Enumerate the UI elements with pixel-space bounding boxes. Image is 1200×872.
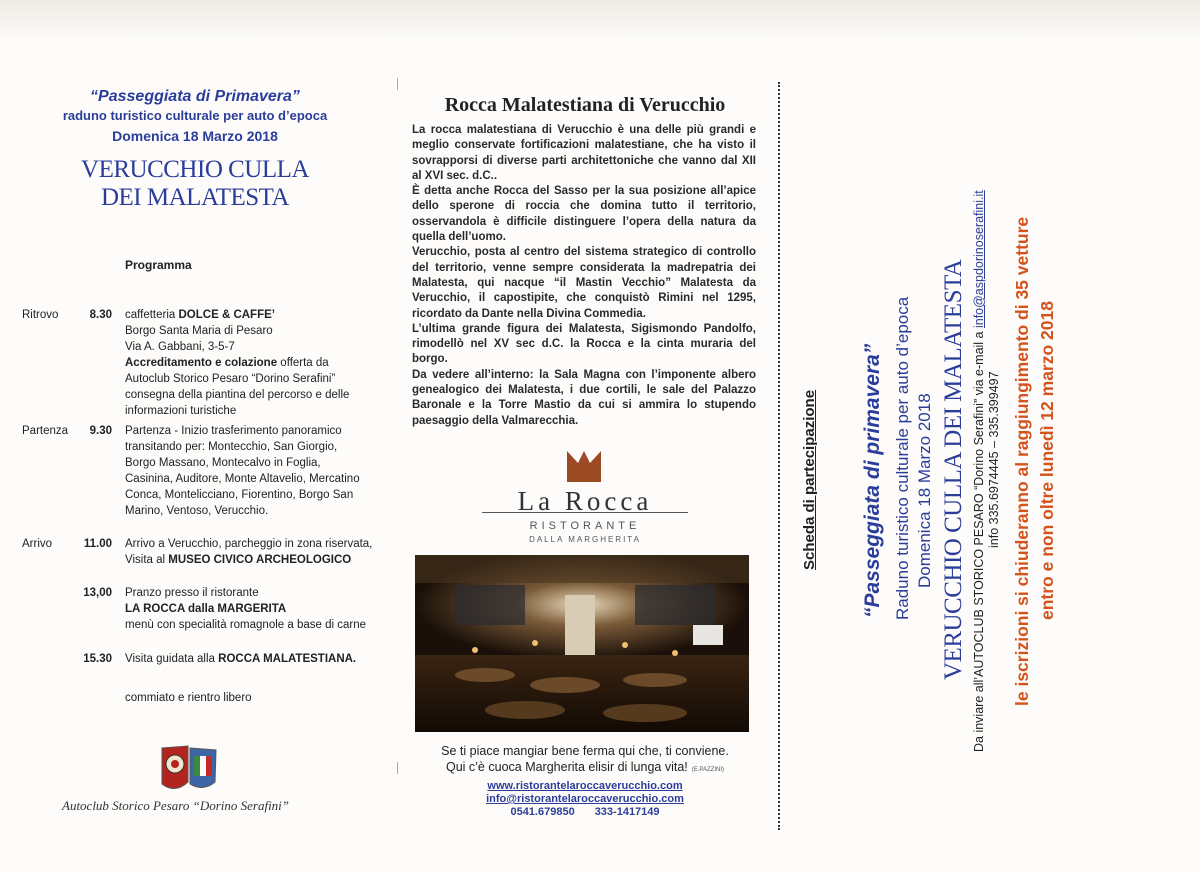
dotted-cut-line <box>778 82 780 830</box>
schedule-label-partenza: Partenza <box>22 425 69 437</box>
restaurant-name: La Rocca <box>517 486 653 516</box>
schedule-text-visita: Visita guidata alla ROCCA MALATESTIANA. <box>125 653 357 665</box>
schedule-time-arrivo: 11.00 <box>83 538 112 550</box>
quote-credit: (E.PAZZINI) <box>691 767 724 773</box>
rocca-paragraph: Verucchio, posta al centro del sistema strategico di controllo del territorio, venne sempre considerata la madrepatria dei Malatesta, qui nacque “il Mastin Vecchio” Malatesta da Verucchio, il capostipite, che conquistò Rimini nel 1295, ricordato da Dante nella Divina Commedia. <box>412 246 756 320</box>
scheda-heading: Scheda di partecipazione <box>801 389 818 570</box>
form-info-phones: info 335.6974445 – 335.399497 <box>987 371 1001 548</box>
restaurant-website-link[interactable]: www.ristorantelaroccaverucchio.com <box>487 780 683 792</box>
restaurant-type: RISTORANTE <box>529 520 641 532</box>
phone-2: 333-1417149 <box>594 806 660 818</box>
fold-mark-top <box>397 78 398 90</box>
schedule-time-ritrovo: 8.30 <box>89 309 112 321</box>
event-name: “Passeggiata di Primavera” <box>90 88 300 105</box>
phone-1: 0541.679850 <box>510 806 575 818</box>
schedule-label-arrivo: Arrivo <box>22 538 53 550</box>
rocca-paragraph: L’ultima grande figura dei Malatesta, Sigismondo Pandolfo, rimodellò nel XV sec d.C. la Rocca e la cinta muraria del borgo. <box>412 322 756 366</box>
quote-line-2: Qui c’è cuoca Margherita elisir di lunga vita! (E.PAZZINI) <box>445 760 724 774</box>
restaurant-divider <box>482 512 688 513</box>
form-title: VERUCCHIO CULLA DEI MALATESTA <box>940 259 967 680</box>
restaurant-owner: DALLA MARGHERITA <box>529 535 641 544</box>
rocca-title: Rocca Malatestiana di Verucchio <box>444 94 726 116</box>
programma-heading: Programma <box>125 258 192 272</box>
club-email-link[interactable]: info@aspdorinoserafini.it <box>972 190 986 329</box>
registration-note-1: le iscrizioni si chiuderanno al raggiungimento di 35 vetture <box>1012 216 1032 706</box>
schedule-text-ritrovo: caffetteria DOLCE & CAFFE’ Borgo Santa Maria di Pesaro Via A. Gabbani, 3-5-7 Accreditamento e colazione offerta da Autoclub Storico Pesaro “Dorino Serafini” consegna della piantina del percorso e delle informazioni turistiche <box>125 309 350 417</box>
left-panel <box>0 0 390 872</box>
event-date: Domenica 18 Marzo 2018 <box>112 128 278 144</box>
schedule-label-ritrovo: Ritrovo <box>22 309 59 321</box>
form-event-name: “Passeggiata di primavera” <box>861 343 884 618</box>
rocca-paragraph: Da vedere all’interno: la Sala Magna con l’imponente albero genealogico dei Malatesta, i due cortili, le sale del Palazzo Baronale e la Torre Mastio da cui si ammira lo stupendo paesaggio della Valmarecchia. <box>412 368 756 427</box>
schedule-text-pranzo: Pranzo presso il ristorante LA ROCCA dalla MARGERITA menù con specialità romagnole a base di carne <box>125 587 367 631</box>
form-event-date: Domenica 18 Marzo 2018 <box>915 393 934 588</box>
rocca-paragraph: È detta anche Rocca del Sasso per la sua posizione all’apice dello sperone di roccia che domina tutto il territorio, osservandola è difficile distinguere l’opera della natura da quella dell’uomo. <box>412 185 756 244</box>
form-event-subtitle: Raduno turistico culturale per auto d’epoca <box>893 296 912 620</box>
title-line-1: VERUCCHIO CULLA <box>81 156 309 183</box>
schedule-time-partenza: 9.30 <box>89 425 112 437</box>
schedule-time-pranzo: 13,00 <box>83 587 112 599</box>
registration-note-2: entro e non oltre lunedì 12 marzo 2018 <box>1037 301 1057 620</box>
title-line-2: DEI MALATESTA <box>100 184 289 211</box>
rocca-description <box>412 123 756 429</box>
schedule-time-visita: 15.30 <box>83 653 112 665</box>
schedule-text-arrivo: Arrivo a Verucchio, parcheggio in zona riservata, Visita al MUSEO CIVICO ARCHEOLOGICO <box>125 538 373 566</box>
fold-mark-bottom <box>397 762 398 774</box>
autoclub-logo <box>158 742 220 794</box>
restaurant-phones <box>400 806 770 818</box>
restaurant-interior-photo <box>415 555 749 732</box>
form-send-instructions: Da inviare all’AUTOCLUB STORICO PESARO “Dorino Serafini” via e-mail a info@aspdorinoserafini.it <box>972 190 986 752</box>
schedule-text-partenza: Partenza - Inizio trasferimento panoramico transitando per: Montecchio, San Giorgio, Borgo Massano, Montecalvo in Foglia, Casinina, Auditore, Monte Altavelio, Mercatino Conca, Montelicciano, Fiorentino, Borgo San Marino, Ventoso, Verucchio. <box>125 425 360 517</box>
event-subtitle: raduno turistico culturale per auto d’epoca <box>62 108 328 123</box>
commiato-text: commiato e rientro libero <box>125 692 252 704</box>
restaurant-crown-icon <box>566 449 602 483</box>
club-signature: Autoclub Storico Pesaro “Dorino Serafini” <box>62 798 290 813</box>
rocca-paragraph: La rocca malatestiana di Verucchio è una delle più grandi e meglio conservate fortificazioni malatestiane, che ha visto il sovrapporsi di diverse parti architettoniche che vanno dal XII al XVI sec. d.C.. <box>412 124 756 182</box>
restaurant-email-link[interactable]: info@ristorantelaroccaverucchio.com <box>486 793 684 805</box>
quote-line-1: Se ti piace mangiar bene ferma qui che, ti conviene. <box>441 744 729 758</box>
